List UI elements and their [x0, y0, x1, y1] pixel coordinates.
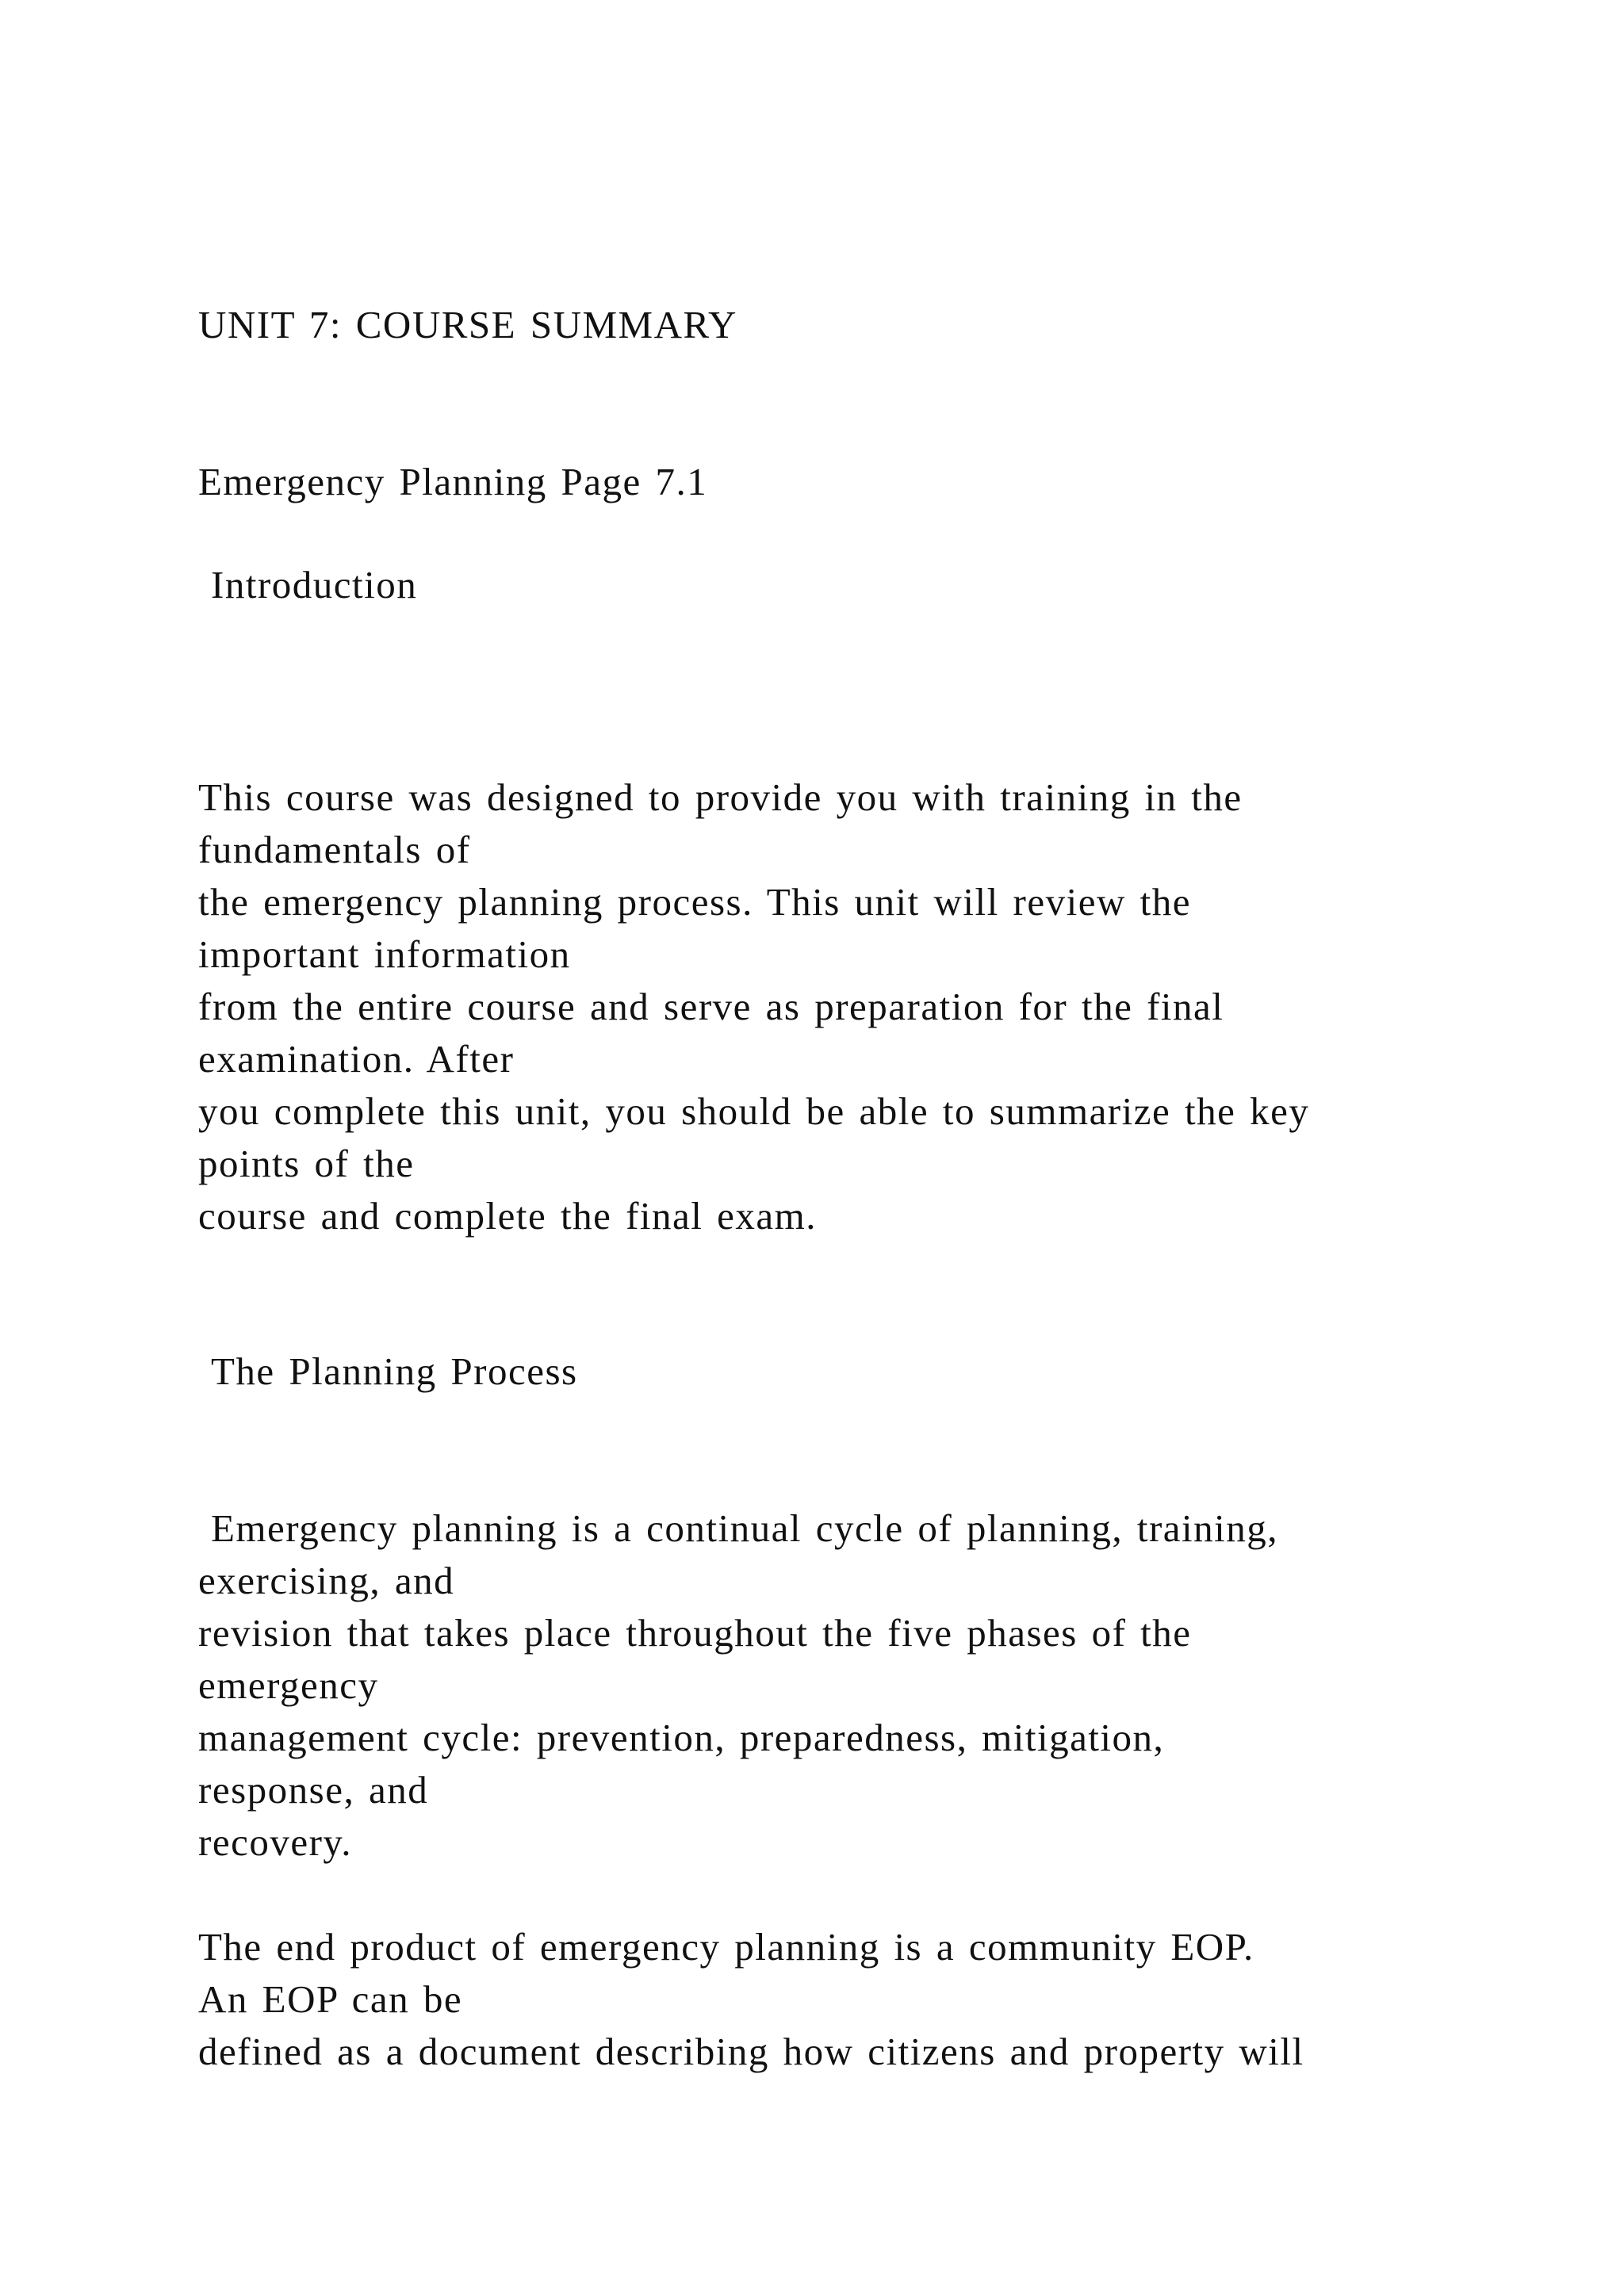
paragraph-line: course and complete the final exam.	[198, 1194, 817, 1238]
paragraph-line: defined as a document describing how citizens and property will	[198, 2030, 1304, 2073]
paragraph-line: This course was designed to provide you with training in the	[198, 775, 1243, 819]
paragraph-line: emergency	[198, 1663, 379, 1707]
paragraph-line: fundamentals of	[198, 828, 471, 871]
paragraph-line: from the entire course and serve as preparation for the final	[198, 985, 1224, 1028]
paragraph-line: examination. After	[198, 1037, 515, 1081]
section-heading-planning-process: The Planning Process	[211, 1349, 578, 1393]
paragraph-line: management cycle: prevention, preparedness, mitigation,	[198, 1716, 1165, 1759]
paragraph-line: exercising, and	[198, 1559, 455, 1602]
section-heading-introduction: Introduction	[211, 563, 418, 607]
paragraph-line: you complete this unit, you should be able to summarize the key	[198, 1089, 1310, 1133]
paragraph-line: response, and	[198, 1768, 429, 1812]
paragraph-line: recovery.	[198, 1820, 352, 1864]
paragraph-line: important information	[198, 932, 571, 976]
unit-title: UNIT 7: COURSE SUMMARY	[198, 303, 737, 346]
paragraph-line: revision that takes place throughout the five phases of the	[198, 1611, 1192, 1655]
paragraph-line: An EOP can be	[198, 1977, 463, 2021]
paragraph-line: points of the	[198, 1142, 415, 1185]
page-header: Emergency Planning Page 7.1	[198, 460, 708, 503]
paragraph-line: the emergency planning process. This unit will review the	[198, 880, 1191, 924]
paragraph-line: Emergency planning is a continual cycle of planning, training,	[211, 1506, 1279, 1550]
paragraph-line: The end product of emergency planning is a community EOP.	[198, 1925, 1254, 1969]
